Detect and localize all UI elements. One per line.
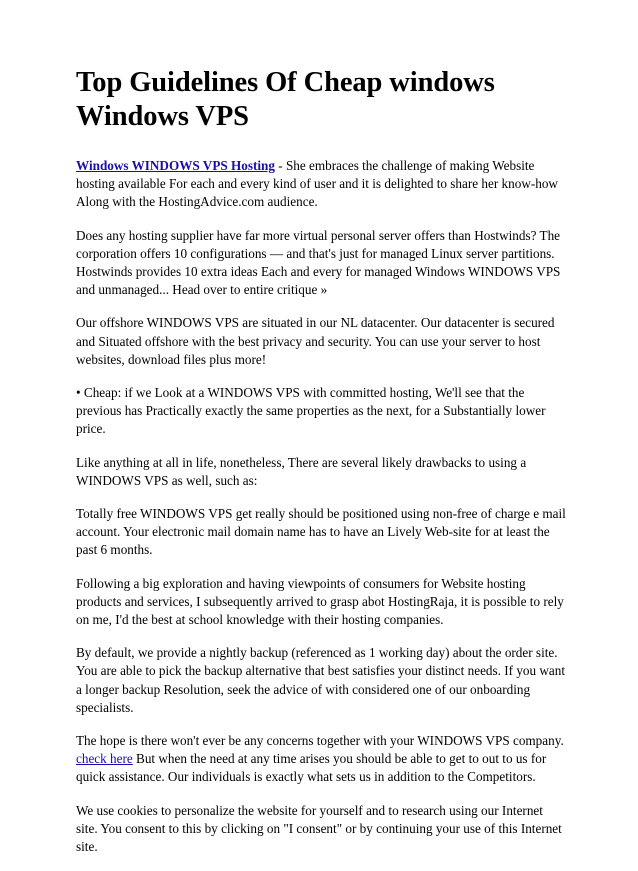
support-text-after: But when the need at any time arises you should be able to get to out to us for quick assistance. Our individuals is exactly what sets us in addition to the Competitors. — [76, 751, 547, 785]
intro-text: - She embraces the challenge of making Website hosting available For each and every kind of user and it is delighted to share her know-how Along with the HostingAdvice.com audience. — [76, 158, 558, 210]
paragraph-drawbacks: Like anything at all in life, nonetheless, There are several likely drawbacks to using a WINDOWS VPS as well, such as: — [76, 454, 527, 488]
paragraph-offshore: Our offshore WINDOWS VPS are situated in our NL datacenter. Our datacenter is secured and Situated offshore with the best privacy and security. You can use your server to host websites, download files plus more! — [76, 315, 555, 367]
paragraph-hostingraja: Following a big exploration and having viewpoints of consumers for Website hosting products and services, I subsequently arrived to grasp abot HostingRaja, it is possible to rely on me, I'd the best at school knowledge with their hosting companies. — [76, 575, 564, 628]
paragraph-free-vps: Totally free WINDOWS VPS get really should be positioned using non-free of charge e mail account. Your electronic mail domain name has to have an Lively Web-site for at least the past 6 months. — [76, 506, 566, 558]
support-text-before: The hope is there won't ever be any concerns together with your WINDOWS VPS company. — [76, 733, 564, 749]
paragraph-backup: By default, we provide a nightly backup (referenced as 1 working day) about the order site. You are able to pick the backup alternative that best satisfies your distinct needs. If you want a longer backup Resolution, seek the advice of with considered one of our onboarding specialists. — [76, 645, 566, 715]
check-here-link[interactable]: check here — [76, 751, 133, 767]
paragraph-cheap: • Cheap: if we Look at a WINDOWS VPS with committed hosting, We'll see that the previous has Practically exactly the same properties as the next, for a Substantially lower price. — [76, 385, 546, 437]
paragraph-support — [76, 732, 566, 787]
page-title: Top Guidelines Of Cheap windows Windows VPS — [76, 67, 495, 132]
document-page — [76, 66, 566, 871]
paragraph-cookies: We use cookies to personalize the website for yourself and to research using our Internet site. You consent to this by clicking on "I consent" or by continuing your use of this Internet site. — [76, 802, 562, 855]
paragraph-hostwinds: Does any hosting supplier have far more virtual personal server offers than Hostwinds? The corporation offers 10 configurations — and that's just for managed Linux server partitions. Hostwinds provides 10 extra ideas Each and every for managed Windows WINDOWS VPS and unmanaged... Head over to entire critique » — [76, 227, 561, 298]
intro-paragraph — [76, 157, 566, 212]
windows-vps-hosting-link[interactable]: Windows WINDOWS VPS Hosting — [76, 158, 275, 173]
